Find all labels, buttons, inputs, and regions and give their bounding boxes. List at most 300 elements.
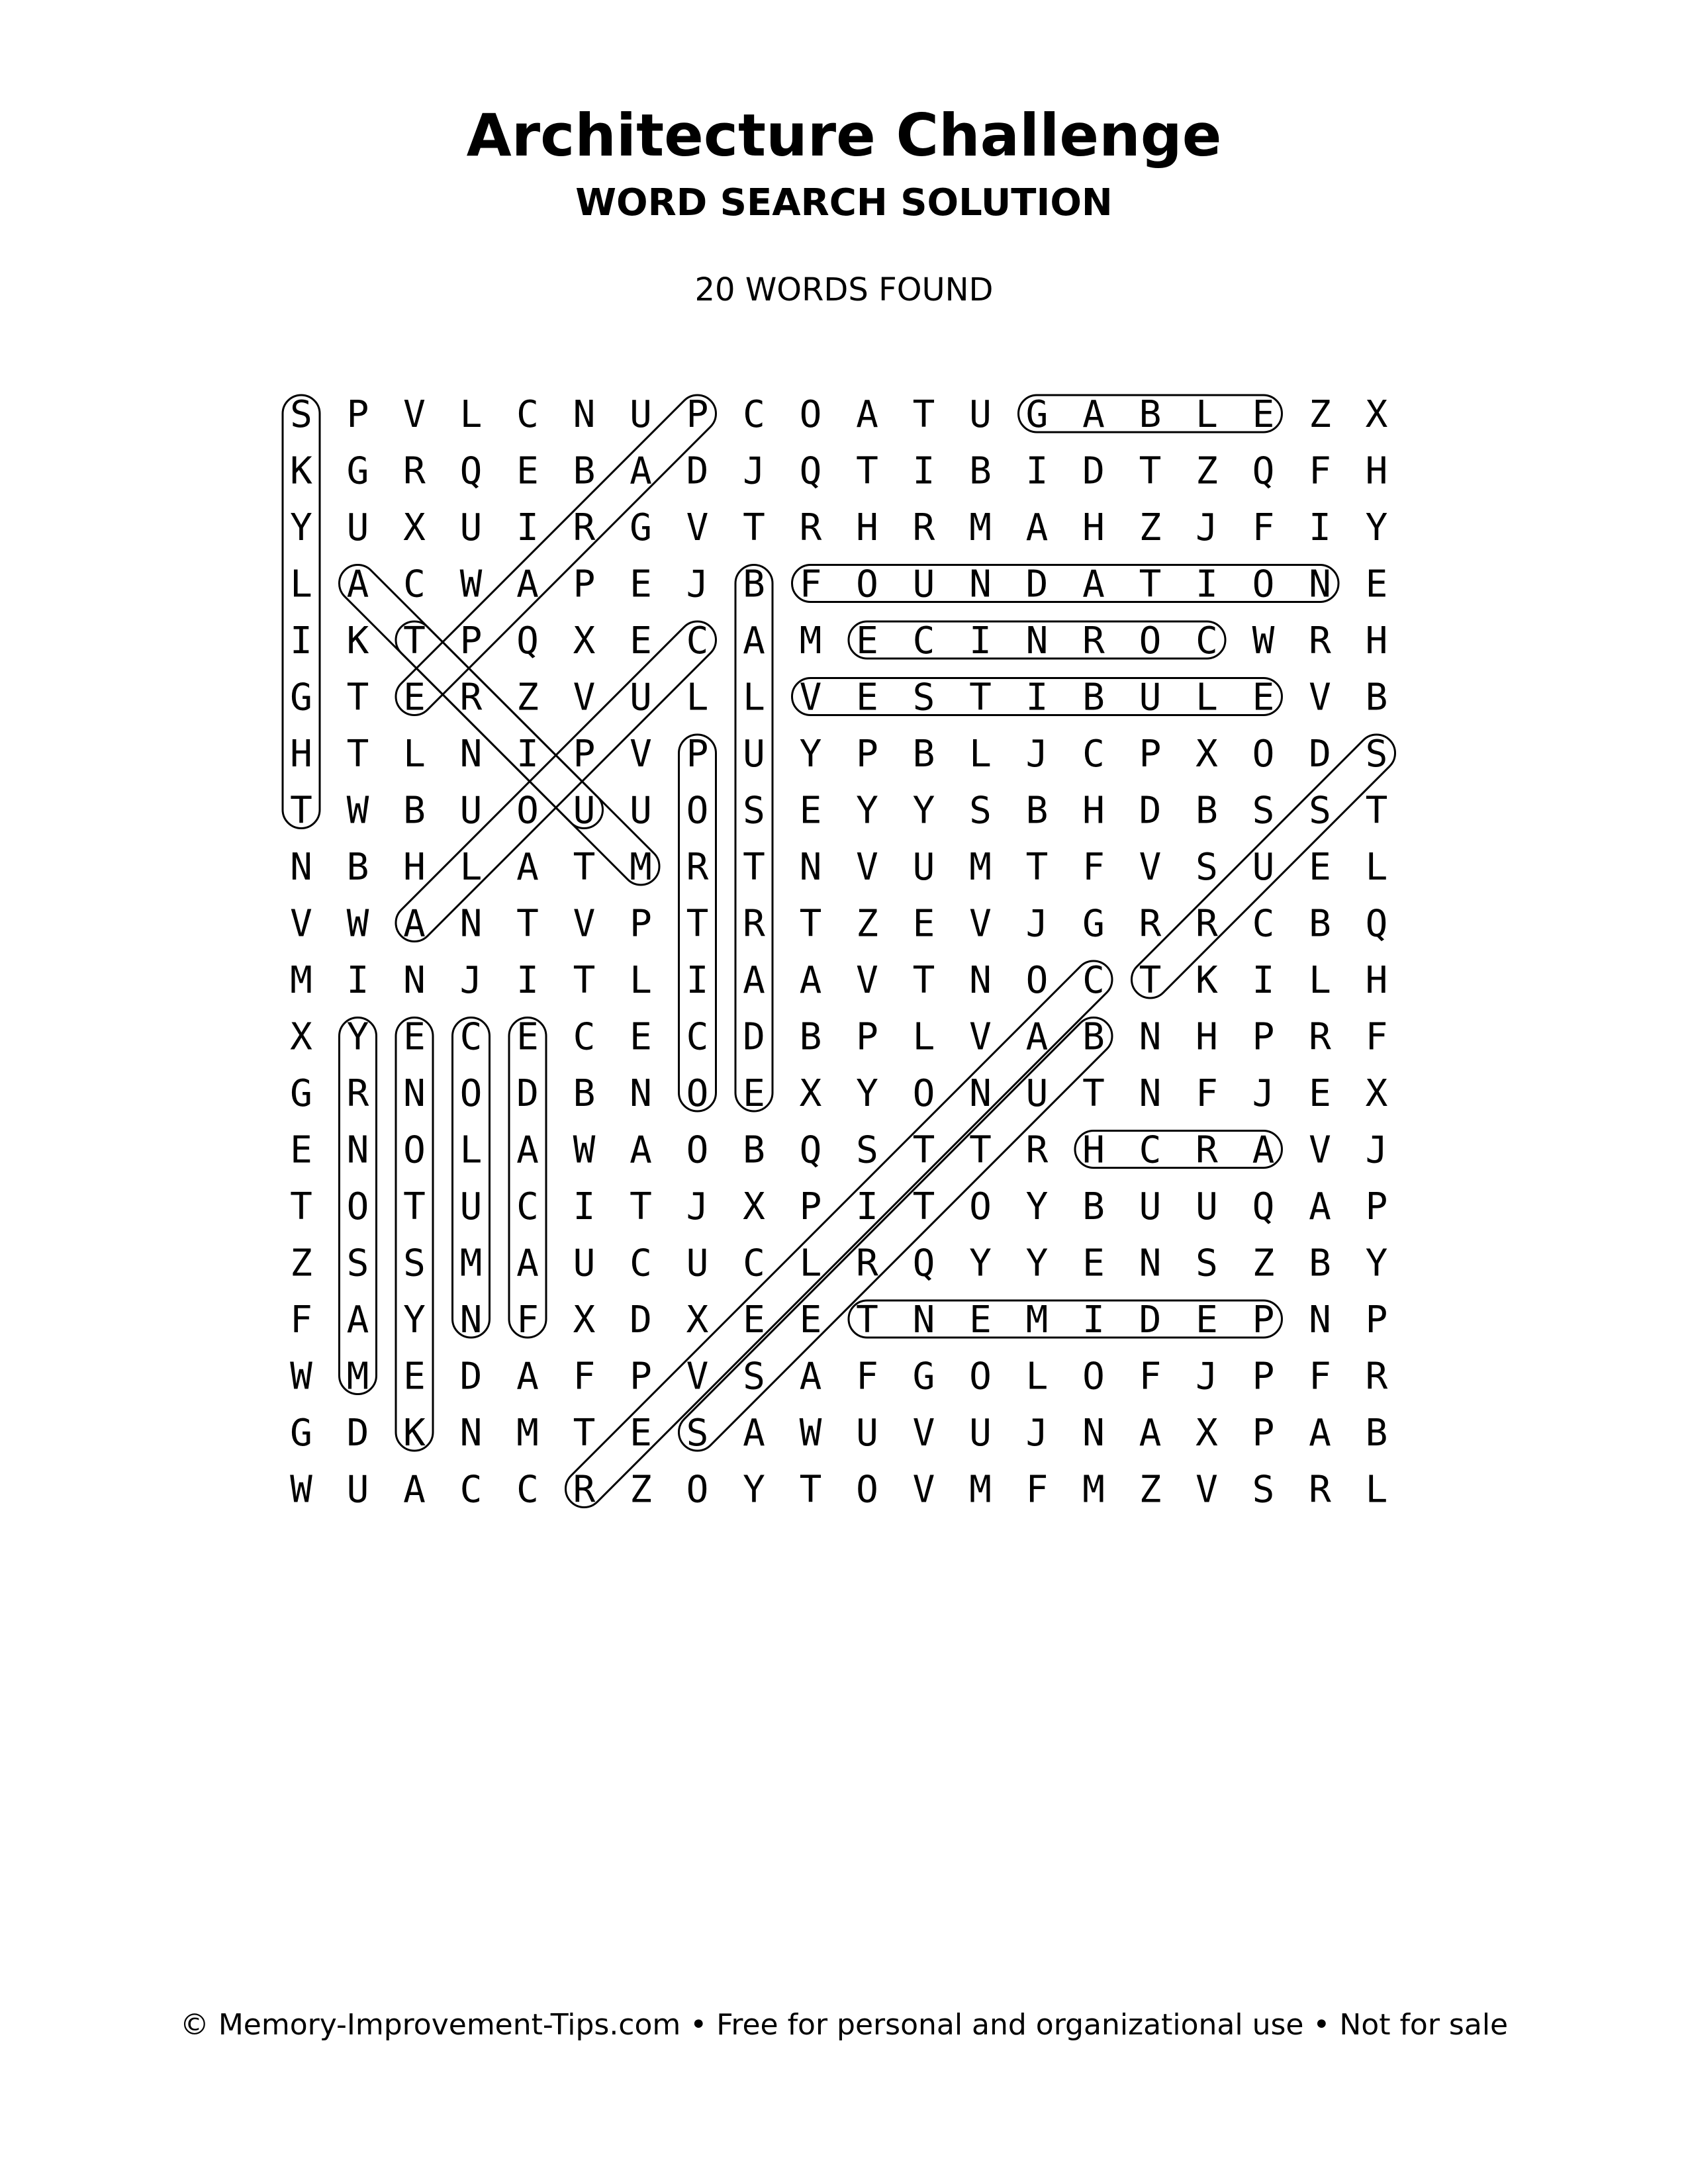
grid-letter: I bbox=[969, 619, 992, 662]
grid-letter: O bbox=[1025, 959, 1049, 1002]
grid-letter: A bbox=[346, 1298, 369, 1342]
grid-letter: I bbox=[516, 506, 539, 549]
grid-letter: R bbox=[459, 676, 483, 719]
grid-letter: A bbox=[403, 902, 426, 946]
grid-letter: N bbox=[1025, 619, 1049, 662]
grid-letter: O bbox=[516, 789, 539, 833]
grid-letter: T bbox=[290, 789, 312, 833]
grid-letter: T bbox=[856, 1298, 878, 1342]
grid-letter: T bbox=[573, 846, 596, 889]
grid-letter: A bbox=[516, 1242, 539, 1285]
grid-letter: S bbox=[912, 676, 935, 719]
grid-letter: A bbox=[856, 393, 878, 436]
grid-letter: N bbox=[573, 393, 596, 436]
grid-letter: B bbox=[403, 789, 426, 833]
grid-letter: M bbox=[1082, 1468, 1105, 1512]
grid-letter: N bbox=[459, 733, 483, 776]
grid-letter: J bbox=[1365, 1128, 1388, 1172]
grid-letter: Y bbox=[912, 789, 935, 833]
grid-letter: V bbox=[799, 676, 822, 719]
grid-letter: J bbox=[1025, 733, 1049, 776]
grid-letter: F bbox=[290, 1298, 312, 1342]
grid-letter: N bbox=[969, 563, 992, 606]
grid-letter: V bbox=[969, 1015, 992, 1059]
grid-letter: U bbox=[856, 1412, 878, 1455]
grid-letter: S bbox=[1196, 846, 1218, 889]
grid-letter: P bbox=[856, 733, 878, 776]
grid-letter: F bbox=[1309, 1355, 1331, 1398]
grid-letter: B bbox=[1025, 789, 1049, 833]
grid-letter: P bbox=[1365, 1298, 1388, 1342]
grid-letter: H bbox=[403, 846, 426, 889]
grid-letter: N bbox=[459, 1412, 483, 1455]
grid-letter: O bbox=[1139, 619, 1162, 662]
grid-letter: V bbox=[856, 846, 878, 889]
grid-letter: O bbox=[969, 1185, 992, 1228]
grid-letter: B bbox=[743, 563, 765, 606]
grid-letter: I bbox=[1082, 1298, 1105, 1342]
grid-letter: I bbox=[686, 959, 709, 1002]
grid-letter: V bbox=[969, 902, 992, 946]
grid-letter: E bbox=[290, 1128, 312, 1172]
grid-letter: B bbox=[1309, 1242, 1331, 1285]
grid-letter: D bbox=[346, 1412, 369, 1455]
grid-letter: V bbox=[912, 1412, 935, 1455]
solution-ovals bbox=[283, 387, 1403, 1515]
grid-letter: P bbox=[459, 619, 483, 662]
grid-letter: L bbox=[1196, 676, 1218, 719]
grid-letter: H bbox=[1365, 619, 1388, 662]
grid-letter: F bbox=[573, 1355, 596, 1398]
grid-letter: H bbox=[856, 506, 878, 549]
grid-letter: F bbox=[1082, 846, 1105, 889]
grid-letter: F bbox=[1196, 1072, 1218, 1115]
grid-letter: T bbox=[912, 393, 935, 436]
grid-letter: I bbox=[346, 959, 369, 1002]
grid-letter: C bbox=[459, 1468, 483, 1512]
grid-letter: N bbox=[1139, 1072, 1162, 1115]
grid-letter: Q bbox=[516, 619, 539, 662]
grid-letter: N bbox=[1309, 1298, 1331, 1342]
words-found-count: 20 WORDS FOUND bbox=[694, 271, 994, 308]
grid-letter: T bbox=[969, 1128, 992, 1172]
grid-letter: Y bbox=[856, 789, 878, 833]
grid-letter: E bbox=[516, 449, 539, 493]
grid-letter: V bbox=[573, 902, 596, 946]
grid-letter: R bbox=[912, 506, 935, 549]
grid-letter: P bbox=[686, 393, 709, 436]
grid-letter: U bbox=[686, 1242, 709, 1285]
grid-letter: W bbox=[346, 902, 369, 946]
footer-copyright: © Memory-Improvement-Tips.com • Free for personal and organizational use • Not for sale bbox=[179, 2008, 1509, 2042]
grid-letter: P bbox=[1252, 1412, 1275, 1455]
grid-letter: S bbox=[1252, 789, 1275, 833]
grid-letter: X bbox=[403, 506, 426, 549]
grid-letter: E bbox=[799, 789, 822, 833]
grid-letter: L bbox=[1196, 393, 1218, 436]
grid-letter: S bbox=[686, 1412, 709, 1455]
grid-letter: I bbox=[516, 959, 539, 1002]
grid-letter: L bbox=[1365, 846, 1388, 889]
grid-letter: J bbox=[1025, 902, 1049, 946]
grid-letter: B bbox=[1196, 789, 1218, 833]
grid-letter: T bbox=[630, 1185, 652, 1228]
grid-letter: E bbox=[969, 1298, 992, 1342]
grid-letter: I bbox=[1025, 676, 1049, 719]
grid-letter: T bbox=[403, 1185, 426, 1228]
grid-letter: X bbox=[1365, 393, 1388, 436]
grid-letter: F bbox=[1139, 1355, 1162, 1398]
grid-letter: K bbox=[1196, 959, 1218, 1002]
grid-letter: V bbox=[1309, 1128, 1331, 1172]
grid-letter: N bbox=[403, 959, 426, 1002]
grid-letter: Z bbox=[1309, 393, 1331, 436]
grid-letter: L bbox=[1365, 1468, 1388, 1512]
grid-letter: D bbox=[516, 1072, 539, 1115]
grid-letter: X bbox=[799, 1072, 822, 1115]
grid-letter: E bbox=[630, 1015, 652, 1059]
grid-letter: E bbox=[1309, 846, 1331, 889]
grid-letter: I bbox=[1196, 563, 1218, 606]
grid-letter: E bbox=[1365, 563, 1388, 606]
grid-letter: R bbox=[346, 1072, 369, 1115]
grid-letter: A bbox=[743, 1412, 765, 1455]
grid-letter: J bbox=[1252, 1072, 1275, 1115]
grid-letter: B bbox=[1309, 902, 1331, 946]
grid-letter: H bbox=[1196, 1015, 1218, 1059]
grid-letter: Q bbox=[799, 1128, 822, 1172]
grid-letter: U bbox=[346, 1468, 369, 1512]
grid-letter: C bbox=[403, 563, 426, 606]
grid-letter: T bbox=[346, 733, 369, 776]
grid-letter: Y bbox=[403, 1298, 426, 1342]
grid-letter: P bbox=[346, 393, 369, 436]
grid-letter: P bbox=[856, 1015, 878, 1059]
grid-letter: T bbox=[1139, 959, 1162, 1002]
grid-letter: U bbox=[630, 789, 652, 833]
grid-letter: N bbox=[1139, 1015, 1162, 1059]
grid-letter: E bbox=[403, 676, 426, 719]
grid-letter: N bbox=[346, 1128, 369, 1172]
grid-letter: R bbox=[1139, 902, 1162, 946]
grid-letter: I bbox=[1309, 506, 1331, 549]
grid-letter: Q bbox=[799, 449, 822, 493]
grid-letter: E bbox=[856, 619, 878, 662]
grid-letter: L bbox=[459, 1128, 483, 1172]
grid-letter: Q bbox=[1252, 1185, 1275, 1228]
grid-letter: I bbox=[912, 449, 935, 493]
grid-letter: A bbox=[1139, 1412, 1162, 1455]
grid-letter: O bbox=[1082, 1355, 1105, 1398]
grid-letter: F bbox=[1025, 1468, 1049, 1512]
grid-letter: A bbox=[1252, 1128, 1275, 1172]
grid-letter: W bbox=[459, 563, 483, 606]
grid-letter: M bbox=[290, 959, 312, 1002]
grid-letter: S bbox=[1365, 733, 1388, 776]
grid-letter: Z bbox=[856, 902, 878, 946]
grid-letter: Q bbox=[1365, 902, 1388, 946]
grid-letter: W bbox=[290, 1468, 312, 1512]
grid-letter: N bbox=[403, 1072, 426, 1115]
grid-letter: J bbox=[1025, 1412, 1049, 1455]
grid-letter: A bbox=[1082, 563, 1105, 606]
grid-letter: A bbox=[1082, 393, 1105, 436]
grid-letter: C bbox=[743, 1242, 765, 1285]
grid-letter: B bbox=[1082, 676, 1105, 719]
grid-letter: P bbox=[573, 563, 596, 606]
grid-letter: M bbox=[630, 846, 652, 889]
grid-letter: V bbox=[856, 959, 878, 1002]
grid-letter: M bbox=[346, 1355, 369, 1398]
grid-letter: Y bbox=[969, 1242, 992, 1285]
grid-letter: R bbox=[403, 449, 426, 493]
grid-letter: X bbox=[686, 1298, 709, 1342]
grid-letter: J bbox=[1196, 1355, 1218, 1398]
grid-letter: Y bbox=[1365, 506, 1388, 549]
grid-letter: A bbox=[516, 846, 539, 889]
puzzle-subtitle: WORD SEARCH SOLUTION bbox=[575, 181, 1113, 224]
grid-letter: K bbox=[403, 1412, 426, 1455]
grid-letter: Z bbox=[290, 1242, 312, 1285]
grid-letter: R bbox=[1082, 619, 1105, 662]
grid-letter: V bbox=[686, 1355, 709, 1398]
grid-letter: E bbox=[743, 1072, 765, 1115]
grid-letter: U bbox=[912, 563, 935, 606]
grid-letter: W bbox=[290, 1355, 312, 1398]
grid-letter: D bbox=[1082, 449, 1105, 493]
grid-letter: S bbox=[969, 789, 992, 833]
grid-letter: U bbox=[1139, 1185, 1162, 1228]
letter-grid bbox=[290, 393, 1388, 1512]
grid-letter: I bbox=[1025, 449, 1049, 493]
grid-letter: C bbox=[686, 619, 709, 662]
grid-letter: D bbox=[1309, 733, 1331, 776]
grid-letter: L bbox=[743, 676, 765, 719]
grid-letter: Z bbox=[1252, 1242, 1275, 1285]
grid-letter: A bbox=[743, 959, 765, 1002]
grid-letter: E bbox=[516, 1015, 539, 1059]
grid-letter: A bbox=[516, 1128, 539, 1172]
grid-letter: M bbox=[459, 1242, 483, 1285]
grid-letter: C bbox=[459, 1015, 483, 1059]
grid-letter: Z bbox=[1139, 1468, 1162, 1512]
grid-letter: U bbox=[459, 1185, 483, 1228]
grid-letter: O bbox=[856, 563, 878, 606]
grid-letter: H bbox=[1082, 506, 1105, 549]
grid-letter: U bbox=[630, 393, 652, 436]
grid-letter: N bbox=[799, 846, 822, 889]
grid-letter: E bbox=[799, 1298, 822, 1342]
grid-letter: W bbox=[346, 789, 369, 833]
grid-letter: M bbox=[516, 1412, 539, 1455]
grid-letter: C bbox=[516, 1468, 539, 1512]
grid-letter: Q bbox=[459, 449, 483, 493]
grid-letter: Y bbox=[799, 733, 822, 776]
grid-letter: C bbox=[912, 619, 935, 662]
grid-letter: A bbox=[346, 563, 369, 606]
grid-letter: C bbox=[1082, 959, 1105, 1002]
grid-letter: V bbox=[630, 733, 652, 776]
grid-letter: J bbox=[1196, 506, 1218, 549]
grid-letter: O bbox=[799, 393, 822, 436]
grid-letter: S bbox=[856, 1128, 878, 1172]
grid-letter: W bbox=[573, 1128, 596, 1172]
grid-letter: F bbox=[1309, 449, 1331, 493]
grid-letter: B bbox=[1082, 1015, 1105, 1059]
grid-letter: G bbox=[1082, 902, 1105, 946]
grid-letter: U bbox=[1025, 1072, 1049, 1115]
grid-letter: D bbox=[630, 1298, 652, 1342]
grid-letter: S bbox=[346, 1242, 369, 1285]
grid-letter: L bbox=[459, 846, 483, 889]
grid-letter: U bbox=[573, 1242, 596, 1285]
grid-letter: G bbox=[346, 449, 369, 493]
grid-letter: O bbox=[346, 1185, 369, 1228]
grid-letter: C bbox=[1082, 733, 1105, 776]
grid-letter: F bbox=[1365, 1015, 1388, 1059]
grid-letter: O bbox=[1252, 733, 1275, 776]
grid-letter: P bbox=[573, 733, 596, 776]
grid-letter: D bbox=[1139, 1298, 1162, 1342]
grid-letter: R bbox=[1365, 1355, 1388, 1398]
grid-letter: E bbox=[1196, 1298, 1218, 1342]
grid-letter: G bbox=[630, 506, 652, 549]
grid-letter: S bbox=[403, 1242, 426, 1285]
grid-letter: T bbox=[799, 902, 822, 946]
grid-letter: L bbox=[290, 563, 312, 606]
grid-letter: Z bbox=[516, 676, 539, 719]
grid-letter: J bbox=[686, 563, 709, 606]
grid-letter: G bbox=[912, 1355, 935, 1398]
grid-letter: R bbox=[1309, 1468, 1331, 1512]
grid-letter: Y bbox=[1365, 1242, 1388, 1285]
grid-letter: B bbox=[743, 1128, 765, 1172]
grid-letter: A bbox=[1025, 1015, 1049, 1059]
grid-letter: A bbox=[630, 1128, 652, 1172]
grid-letter: Q bbox=[1252, 449, 1275, 493]
solution-oval-facade bbox=[509, 1015, 546, 1338]
grid-letter: X bbox=[573, 1298, 596, 1342]
grid-letter: P bbox=[1252, 1355, 1275, 1398]
grid-letter: B bbox=[573, 1072, 596, 1115]
grid-letter: D bbox=[1139, 789, 1162, 833]
grid-letter: Q bbox=[912, 1242, 935, 1285]
grid-letter: U bbox=[912, 846, 935, 889]
grid-letter: L bbox=[1309, 959, 1331, 1002]
grid-letter: B bbox=[969, 449, 992, 493]
grid-letter: B bbox=[1365, 1412, 1388, 1455]
grid-letter: M bbox=[969, 846, 992, 889]
grid-letter: D bbox=[1025, 563, 1049, 606]
grid-letter: V bbox=[403, 393, 426, 436]
grid-letter: T bbox=[799, 1468, 822, 1512]
grid-letter: V bbox=[686, 506, 709, 549]
grid-letter: T bbox=[573, 1412, 596, 1455]
grid-letter: Z bbox=[1196, 449, 1218, 493]
grid-letter: W bbox=[799, 1412, 822, 1455]
grid-letter: M bbox=[799, 619, 822, 662]
grid-letter: I bbox=[1252, 959, 1275, 1002]
grid-letter: Y bbox=[1025, 1242, 1049, 1285]
grid-letter: P bbox=[686, 733, 709, 776]
grid-letter: F bbox=[856, 1355, 878, 1398]
grid-letter: T bbox=[743, 506, 765, 549]
grid-letter: V bbox=[1196, 1468, 1218, 1512]
grid-letter: R bbox=[1309, 1015, 1331, 1059]
grid-letter: C bbox=[573, 1015, 596, 1059]
grid-letter: Y bbox=[346, 1015, 369, 1059]
grid-letter: U bbox=[1252, 846, 1275, 889]
grid-letter: T bbox=[969, 676, 992, 719]
puzzle-title: Architecture Challenge bbox=[466, 101, 1222, 169]
grid-letter: T bbox=[573, 959, 596, 1002]
grid-letter: R bbox=[1025, 1128, 1049, 1172]
grid-letter: N bbox=[459, 902, 483, 946]
grid-letter: G bbox=[290, 676, 312, 719]
grid-letter: P bbox=[630, 902, 652, 946]
grid-letter: T bbox=[1139, 563, 1162, 606]
grid-letter: N bbox=[630, 1072, 652, 1115]
grid-letter: N bbox=[1139, 1242, 1162, 1285]
grid-letter: M bbox=[1025, 1298, 1049, 1342]
grid-letter: F bbox=[1252, 506, 1275, 549]
grid-letter: X bbox=[290, 1015, 312, 1059]
grid-letter: T bbox=[912, 1128, 935, 1172]
grid-letter: S bbox=[1196, 1242, 1218, 1285]
grid-letter: C bbox=[1252, 902, 1275, 946]
grid-letter: F bbox=[799, 563, 822, 606]
grid-letter: R bbox=[573, 1468, 596, 1512]
grid-letter: O bbox=[912, 1072, 935, 1115]
grid-letter: E bbox=[630, 1412, 652, 1455]
grid-letter: T bbox=[856, 449, 878, 493]
grid-letter: V bbox=[912, 1468, 935, 1512]
grid-letter: U bbox=[346, 506, 369, 549]
grid-letter: Y bbox=[1025, 1185, 1049, 1228]
grid-letter: U bbox=[1196, 1185, 1218, 1228]
grid-letter: O bbox=[459, 1072, 483, 1115]
grid-letter: L bbox=[912, 1015, 935, 1059]
grid-letter: P bbox=[1139, 733, 1162, 776]
grid-letter: O bbox=[1252, 563, 1275, 606]
grid-letter: T bbox=[912, 1185, 935, 1228]
grid-letter: T bbox=[1025, 846, 1049, 889]
grid-letter: E bbox=[1309, 1072, 1331, 1115]
grid-letter: X bbox=[1196, 733, 1218, 776]
grid-letter: H bbox=[1082, 1128, 1105, 1172]
grid-letter: O bbox=[686, 1468, 709, 1512]
grid-letter: T bbox=[516, 902, 539, 946]
grid-letter: Z bbox=[1139, 506, 1162, 549]
grid-letter: V bbox=[1139, 846, 1162, 889]
grid-letter: T bbox=[912, 959, 935, 1002]
grid-letter: E bbox=[1252, 676, 1275, 719]
grid-letter: E bbox=[630, 619, 652, 662]
grid-letter: I bbox=[573, 1185, 596, 1228]
grid-letter: U bbox=[630, 676, 652, 719]
grid-letter: R bbox=[573, 506, 596, 549]
grid-letter: A bbox=[799, 959, 822, 1002]
grid-letter: N bbox=[969, 959, 992, 1002]
grid-letter: S bbox=[290, 393, 312, 436]
grid-letter: D bbox=[459, 1355, 483, 1398]
grid-letter: S bbox=[1252, 1468, 1275, 1512]
grid-letter: T bbox=[290, 1185, 312, 1228]
grid-letter: H bbox=[1082, 789, 1105, 833]
grid-letter: Y bbox=[290, 506, 312, 549]
solution-oval-column bbox=[453, 1015, 490, 1338]
grid-letter: P bbox=[1365, 1185, 1388, 1228]
